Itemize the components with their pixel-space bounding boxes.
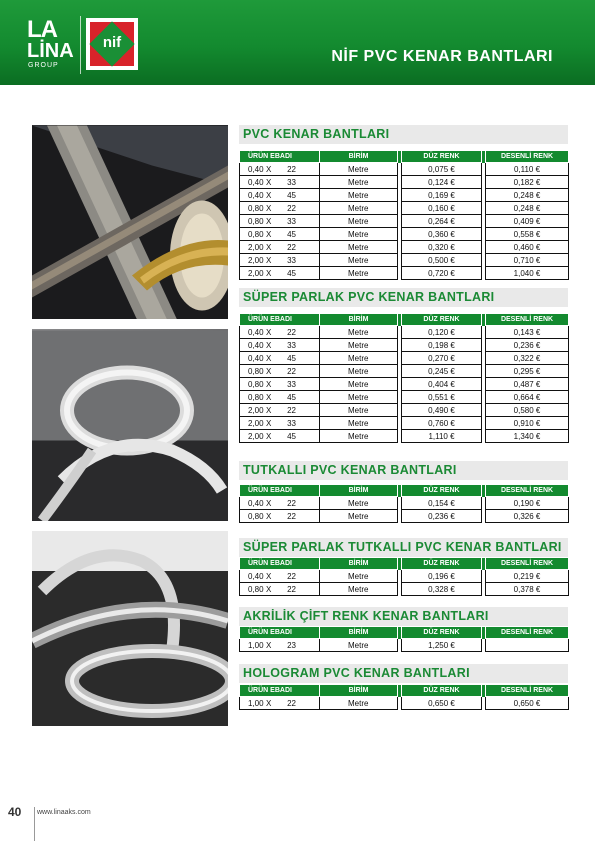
header-size: ÜRÜN EBADI	[240, 685, 320, 697]
thickness-value: 0,40	[248, 498, 264, 508]
header-unit: BİRİM	[320, 314, 398, 326]
plain-color-price: 0,120 €	[402, 326, 482, 339]
width-value: 45	[287, 229, 296, 239]
unit-cell: Metre	[320, 215, 398, 228]
times-sign: X	[266, 498, 272, 508]
plain-color-price: 0,720 €	[402, 267, 482, 280]
header-pattern-color: DESENLİ RENK	[486, 485, 569, 497]
pattern-color-price: 0,248 €	[486, 189, 569, 202]
price-table	[239, 626, 569, 652]
thickness-value: 0,40	[248, 571, 264, 581]
unit-cell: Metre	[320, 404, 398, 417]
pattern-color-price: 0,580 €	[486, 404, 569, 417]
plain-color-price: 0,196 €	[402, 570, 482, 583]
thickness-value: 0,80	[248, 229, 264, 239]
size-cell	[240, 254, 320, 267]
plain-color-price: 0,169 €	[402, 189, 482, 202]
width-value: 23	[287, 640, 296, 650]
table-row	[240, 497, 569, 510]
width-value: 22	[287, 164, 296, 174]
logo-lina: LİNA	[27, 40, 74, 62]
photo-illustration-2	[32, 329, 228, 521]
footer-divider	[34, 807, 35, 841]
header-unit: BİRİM	[320, 627, 398, 639]
unit-cell: Metre	[320, 326, 398, 339]
unit-cell: Metre	[320, 176, 398, 189]
table-row	[240, 267, 569, 280]
section-title-bar	[239, 125, 568, 144]
nif-logo	[86, 18, 138, 70]
table-header-row	[240, 151, 569, 163]
plain-color-price: 0,154 €	[402, 497, 482, 510]
plain-color-price: 0,270 €	[402, 352, 482, 365]
header-pattern-color: DESENLİ RENK	[486, 685, 569, 697]
thickness-value: 2,00	[248, 255, 264, 265]
times-sign: X	[266, 164, 272, 174]
table-row	[240, 176, 569, 189]
price-table	[239, 557, 569, 596]
table-row	[240, 583, 569, 596]
size-cell	[240, 189, 320, 202]
table-row	[240, 639, 569, 652]
times-sign: X	[266, 405, 272, 415]
header-plain-color: DÜZ RENK	[402, 485, 482, 497]
width-value: 22	[287, 498, 296, 508]
product-photo-pvc-bands	[32, 125, 228, 319]
header-size: ÜRÜN EBADI	[240, 627, 320, 639]
size-cell	[240, 202, 320, 215]
pattern-color-price: 0,650 €	[486, 697, 569, 710]
plain-color-price: 0,650 €	[402, 697, 482, 710]
thickness-value: 0,80	[248, 379, 264, 389]
header-plain-color: DÜZ RENK	[402, 558, 482, 570]
table-row	[240, 430, 569, 443]
section-title: PVC KENAR BANTLARI	[243, 127, 390, 141]
product-photo-super-gloss-bands	[32, 329, 228, 521]
pattern-color-price: 0,487 €	[486, 378, 569, 391]
table-row	[240, 404, 569, 417]
times-sign: X	[266, 268, 272, 278]
table-header-row	[240, 485, 569, 497]
size-cell	[240, 391, 320, 404]
width-value: 45	[287, 190, 296, 200]
thickness-value: 0,40	[248, 340, 264, 350]
table-header-row	[240, 685, 569, 697]
thickness-value: 0,80	[248, 203, 264, 213]
thickness-value: 2,00	[248, 431, 264, 441]
width-value: 33	[287, 418, 296, 428]
unit-cell: Metre	[320, 352, 398, 365]
unit-cell: Metre	[320, 189, 398, 202]
unit-cell: Metre	[320, 583, 398, 596]
section-title: SÜPER PARLAK TUTKALLI PVC KENAR BANTLARI	[243, 540, 562, 554]
header-unit: BİRİM	[320, 485, 398, 497]
pattern-color-price: 0,236 €	[486, 339, 569, 352]
thickness-value: 2,00	[248, 268, 264, 278]
page-title: NİF PVC KENAR BANTLARI	[331, 48, 553, 65]
photo-illustration-1	[32, 125, 228, 319]
table-row	[240, 417, 569, 430]
width-value: 22	[287, 405, 296, 415]
header-pattern-color: DESENLİ RENK	[486, 314, 569, 326]
unit-cell: Metre	[320, 163, 398, 176]
section-title-bar	[239, 461, 568, 480]
size-cell	[240, 228, 320, 241]
unit-cell: Metre	[320, 391, 398, 404]
size-cell	[240, 639, 320, 652]
times-sign: X	[266, 242, 272, 252]
times-sign: X	[266, 640, 272, 650]
size-cell	[240, 365, 320, 378]
pattern-color-price: 0,558 €	[486, 228, 569, 241]
header-plain-color: DÜZ RENK	[402, 685, 482, 697]
logo-la: LA	[27, 16, 57, 43]
pattern-color-price	[486, 639, 569, 652]
table-row	[240, 163, 569, 176]
section-title-bar	[239, 607, 568, 626]
size-cell	[240, 326, 320, 339]
unit-cell: Metre	[320, 202, 398, 215]
table-row	[240, 570, 569, 583]
price-table	[239, 684, 569, 710]
pattern-color-price: 0,409 €	[486, 215, 569, 228]
size-cell	[240, 163, 320, 176]
size-cell	[240, 497, 320, 510]
times-sign: X	[266, 431, 272, 441]
thickness-value: 0,80	[248, 366, 264, 376]
times-sign: X	[266, 177, 272, 187]
size-cell	[240, 339, 320, 352]
plain-color-price: 0,320 €	[402, 241, 482, 254]
table-row	[240, 215, 569, 228]
table-row	[240, 326, 569, 339]
header-pattern-color: DESENLİ RENK	[486, 151, 569, 163]
times-sign: X	[266, 698, 272, 708]
times-sign: X	[266, 379, 272, 389]
header-size: ÜRÜN EBADI	[240, 314, 320, 326]
footer-website-link[interactable]: www.linaaks.com	[37, 809, 91, 816]
unit-cell: Metre	[320, 254, 398, 267]
thickness-value: 2,00	[248, 418, 264, 428]
pattern-color-price: 0,710 €	[486, 254, 569, 267]
plain-color-price: 0,490 €	[402, 404, 482, 417]
thickness-value: 2,00	[248, 242, 264, 252]
table-row	[240, 510, 569, 523]
unit-cell: Metre	[320, 430, 398, 443]
plain-color-price: 0,160 €	[402, 202, 482, 215]
price-table	[239, 313, 569, 443]
times-sign: X	[266, 255, 272, 265]
times-sign: X	[266, 418, 272, 428]
pattern-color-price: 0,378 €	[486, 583, 569, 596]
thickness-value: 1,00	[248, 698, 264, 708]
plain-color-price: 0,124 €	[402, 176, 482, 189]
plain-color-price: 0,236 €	[402, 510, 482, 523]
thickness-value: 0,40	[248, 164, 264, 174]
plain-color-price: 0,328 €	[402, 583, 482, 596]
logo-divider	[80, 16, 81, 74]
pattern-color-price: 0,664 €	[486, 391, 569, 404]
unit-cell: Metre	[320, 378, 398, 391]
section-title: SÜPER PARLAK PVC KENAR BANTLARI	[243, 290, 495, 304]
pattern-color-price: 1,340 €	[486, 430, 569, 443]
section-title: HOLOGRAM PVC KENAR BANTLARI	[243, 666, 470, 680]
table-row	[240, 254, 569, 267]
header-unit: BİRİM	[320, 685, 398, 697]
header-plain-color: DÜZ RENK	[402, 627, 482, 639]
table-row	[240, 697, 569, 710]
width-value: 33	[287, 340, 296, 350]
thickness-value: 0,80	[248, 584, 264, 594]
times-sign: X	[266, 216, 272, 226]
plain-color-price: 1,110 €	[402, 430, 482, 443]
plain-color-price: 0,404 €	[402, 378, 482, 391]
plain-color-price: 0,075 €	[402, 163, 482, 176]
table-header-row	[240, 558, 569, 570]
product-photo-hologram-bands	[32, 531, 228, 726]
size-cell	[240, 352, 320, 365]
pattern-color-price: 0,248 €	[486, 202, 569, 215]
unit-cell: Metre	[320, 228, 398, 241]
header-pattern-color: DESENLİ RENK	[486, 627, 569, 639]
width-value: 33	[287, 379, 296, 389]
pattern-color-price: 0,182 €	[486, 176, 569, 189]
header-plain-color: DÜZ RENK	[402, 314, 482, 326]
table-header-row	[240, 627, 569, 639]
header-unit: BİRİM	[320, 151, 398, 163]
times-sign: X	[266, 353, 272, 363]
header-unit: BİRİM	[320, 558, 398, 570]
thickness-value: 0,80	[248, 216, 264, 226]
width-value: 45	[287, 431, 296, 441]
lina-group-logo	[27, 18, 73, 70]
plain-color-price: 0,264 €	[402, 215, 482, 228]
width-value: 22	[287, 366, 296, 376]
section-title-bar	[239, 664, 568, 683]
table-row	[240, 378, 569, 391]
size-cell	[240, 378, 320, 391]
width-value: 33	[287, 216, 296, 226]
plain-color-price: 1,250 €	[402, 639, 482, 652]
unit-cell: Metre	[320, 241, 398, 254]
size-cell	[240, 570, 320, 583]
pattern-color-price: 0,110 €	[486, 163, 569, 176]
plain-color-price: 0,551 €	[402, 391, 482, 404]
size-cell	[240, 267, 320, 280]
pattern-color-price: 0,143 €	[486, 326, 569, 339]
table-row	[240, 228, 569, 241]
plain-color-price: 0,760 €	[402, 417, 482, 430]
table-row	[240, 365, 569, 378]
times-sign: X	[266, 366, 272, 376]
size-cell	[240, 697, 320, 710]
pattern-color-price: 0,219 €	[486, 570, 569, 583]
size-cell	[240, 176, 320, 189]
unit-cell: Metre	[320, 570, 398, 583]
width-value: 22	[287, 511, 296, 521]
table-row	[240, 339, 569, 352]
pattern-color-price: 0,910 €	[486, 417, 569, 430]
times-sign: X	[266, 229, 272, 239]
pattern-color-price: 0,295 €	[486, 365, 569, 378]
pattern-color-price: 0,322 €	[486, 352, 569, 365]
times-sign: X	[266, 203, 272, 213]
logo-group: GROUP	[28, 62, 59, 69]
width-value: 45	[287, 353, 296, 363]
section-title: AKRİLİK ÇİFT RENK KENAR BANTLARI	[243, 609, 489, 623]
section-title-bar	[239, 538, 568, 557]
unit-cell: Metre	[320, 510, 398, 523]
times-sign: X	[266, 571, 272, 581]
price-table	[239, 484, 569, 523]
table-row	[240, 241, 569, 254]
unit-cell: Metre	[320, 497, 398, 510]
size-cell	[240, 417, 320, 430]
size-cell	[240, 241, 320, 254]
times-sign: X	[266, 327, 272, 337]
width-value: 33	[287, 177, 296, 187]
size-cell	[240, 430, 320, 443]
table-row	[240, 189, 569, 202]
price-table	[239, 150, 569, 280]
times-sign: X	[266, 392, 272, 402]
header-bar	[0, 0, 595, 85]
unit-cell: Metre	[320, 639, 398, 652]
thickness-value: 0,40	[248, 177, 264, 187]
pattern-color-price: 0,190 €	[486, 497, 569, 510]
unit-cell: Metre	[320, 697, 398, 710]
width-value: 33	[287, 255, 296, 265]
size-cell	[240, 404, 320, 417]
size-cell	[240, 583, 320, 596]
width-value: 45	[287, 268, 296, 278]
table-row	[240, 202, 569, 215]
section-title: TUTKALLI PVC KENAR BANTLARI	[243, 463, 457, 477]
thickness-value: 2,00	[248, 405, 264, 415]
table-header-row	[240, 314, 569, 326]
width-value: 22	[287, 327, 296, 337]
pattern-color-price: 1,040 €	[486, 267, 569, 280]
width-value: 45	[287, 392, 296, 402]
width-value: 22	[287, 571, 296, 581]
pattern-color-price: 0,460 €	[486, 241, 569, 254]
plain-color-price: 0,245 €	[402, 365, 482, 378]
times-sign: X	[266, 340, 272, 350]
width-value: 22	[287, 698, 296, 708]
width-value: 22	[287, 242, 296, 252]
plain-color-price: 0,198 €	[402, 339, 482, 352]
thickness-value: 1,00	[248, 640, 264, 650]
header-size: ÜRÜN EBADI	[240, 485, 320, 497]
header-plain-color: DÜZ RENK	[402, 151, 482, 163]
photo-illustration-3	[32, 531, 228, 726]
width-value: 22	[287, 203, 296, 213]
thickness-value: 0,80	[248, 392, 264, 402]
thickness-value: 0,40	[248, 327, 264, 337]
times-sign: X	[266, 190, 272, 200]
unit-cell: Metre	[320, 365, 398, 378]
table-row	[240, 391, 569, 404]
table-row	[240, 352, 569, 365]
unit-cell: Metre	[320, 339, 398, 352]
times-sign: X	[266, 584, 272, 594]
size-cell	[240, 215, 320, 228]
pattern-color-price: 0,326 €	[486, 510, 569, 523]
times-sign: X	[266, 511, 272, 521]
unit-cell: Metre	[320, 417, 398, 430]
header-size: ÜRÜN EBADI	[240, 558, 320, 570]
header-pattern-color: DESENLİ RENK	[486, 558, 569, 570]
header-size: ÜRÜN EBADI	[240, 151, 320, 163]
width-value: 22	[287, 584, 296, 594]
thickness-value: 0,80	[248, 511, 264, 521]
thickness-value: 0,40	[248, 190, 264, 200]
unit-cell: Metre	[320, 267, 398, 280]
plain-color-price: 0,360 €	[402, 228, 482, 241]
size-cell	[240, 510, 320, 523]
thickness-value: 0,40	[248, 353, 264, 363]
nif-logo-text: nif	[102, 34, 122, 51]
plain-color-price: 0,500 €	[402, 254, 482, 267]
section-title-bar	[239, 288, 568, 307]
page-number: 40	[8, 805, 22, 819]
